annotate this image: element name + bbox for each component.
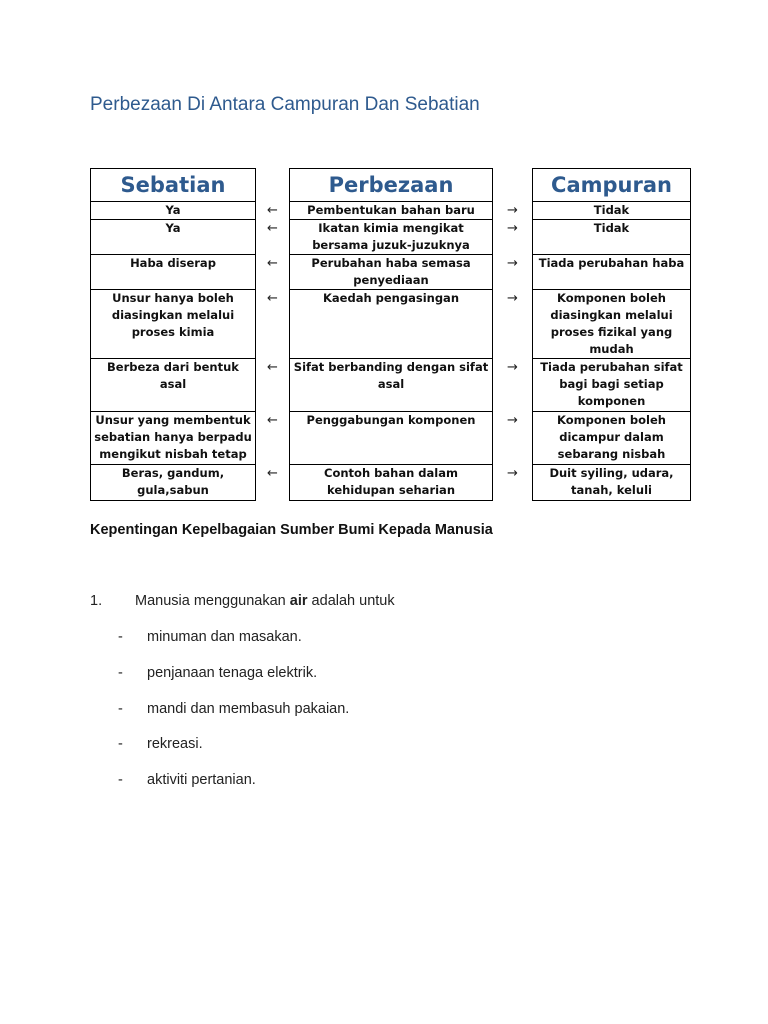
sebatian-cell: Unsur yang membentuk sebatian hanya berpadu mengikut nisbah tetap (91, 412, 256, 465)
table-row (91, 359, 691, 412)
numbered-list-item (90, 593, 395, 609)
dash-icon: - (118, 629, 123, 645)
header-sebatian: Sebatian (91, 169, 256, 202)
section-heading: Kepentingan Kepelbagaian Sumber Bumi Kepada Manusia (90, 522, 493, 538)
table-row (91, 220, 691, 255)
bullet-text: penjanaan tenaga elektrik. (147, 665, 318, 681)
perbezaan-cell: Kaedah pengasingan (290, 290, 493, 359)
header-campuran: Campuran (533, 169, 691, 202)
left-arrow-icon: ← (267, 290, 278, 306)
left-arrow-icon: ← (267, 359, 278, 375)
bullet-text: aktiviti pertanian. (147, 772, 256, 788)
perbezaan-cell: Contoh bahan dalam kehidupan seharian (290, 465, 493, 501)
comparison-table (90, 168, 691, 501)
bullet-text: minuman dan masakan. (147, 629, 302, 645)
campuran-cell: Tidak (533, 202, 691, 220)
perbezaan-cell: Sifat berbanding dengan sifat asal (290, 359, 493, 412)
right-arrow-icon: → (507, 202, 518, 218)
left-arrow-icon: ← (267, 220, 278, 236)
table-row (91, 465, 691, 501)
right-arrow-icon: → (507, 220, 518, 236)
campuran-cell: Duit syiling, udara, tanah, keluli (533, 465, 691, 501)
dash-icon: - (118, 701, 123, 717)
list-number: 1. (90, 593, 103, 609)
sebatian-cell: Haba diserap (91, 255, 256, 290)
campuran-cell: Tiada perubahan haba (533, 255, 691, 290)
left-arrow-icon: ← (267, 255, 278, 271)
right-arrow-icon: → (507, 255, 518, 271)
table-row (91, 412, 691, 465)
bullet-text: mandi dan membasuh pakaian. (147, 701, 350, 717)
bullet-item (118, 772, 256, 788)
perbezaan-cell: Pembentukan bahan baru (290, 202, 493, 220)
bullet-item (118, 629, 302, 645)
bullet-item (118, 701, 349, 717)
dash-icon: - (118, 665, 123, 681)
table-row (91, 290, 691, 359)
perbezaan-cell: Perubahan haba semasa penyediaan (290, 255, 493, 290)
bullet-text: rekreasi. (147, 736, 203, 752)
bullet-item (118, 736, 203, 752)
campuran-cell: Komponen boleh diasingkan melalui proses fizikal yang mudah (533, 290, 691, 359)
perbezaan-cell: Ikatan kimia mengikat bersama juzuk-juzuknya (290, 220, 493, 255)
campuran-cell: Tiada perubahan sifat bagi bagi setiap komponen (533, 359, 691, 412)
sebatian-cell: Ya (91, 202, 256, 220)
right-arrow-icon: → (507, 290, 518, 306)
left-arrow-icon: ← (267, 465, 278, 481)
left-arrow-icon: ← (267, 412, 278, 428)
right-arrow-icon: → (507, 412, 518, 428)
right-arrow-icon: → (507, 359, 518, 375)
list-text-after: adalah untuk (307, 593, 395, 609)
table-row (91, 255, 691, 290)
campuran-cell: Komponen boleh dicampur dalam sebarang nisbah (533, 412, 691, 465)
sebatian-cell: Unsur hanya boleh diasingkan melalui proses kimia (91, 290, 256, 359)
page-title: Perbezaan Di Antara Campuran Dan Sebatian (90, 94, 480, 115)
table-header-row (91, 169, 691, 202)
dash-icon: - (118, 772, 123, 788)
dash-icon: - (118, 736, 123, 752)
table-row (91, 202, 691, 220)
left-arrow-icon: ← (267, 202, 278, 218)
header-perbezaan: Perbezaan (290, 169, 493, 202)
sebatian-cell: Berbeza dari bentuk asal (91, 359, 256, 412)
list-text-before: Manusia menggunakan (135, 593, 290, 609)
bullet-item (118, 665, 317, 681)
campuran-cell: Tidak (533, 220, 691, 255)
perbezaan-cell: Penggabungan komponen (290, 412, 493, 465)
right-arrow-icon: → (507, 465, 518, 481)
sebatian-cell: Beras, gandum, gula,sabun (91, 465, 256, 501)
sebatian-cell: Ya (91, 220, 256, 255)
list-text-bold: air (289, 593, 308, 609)
